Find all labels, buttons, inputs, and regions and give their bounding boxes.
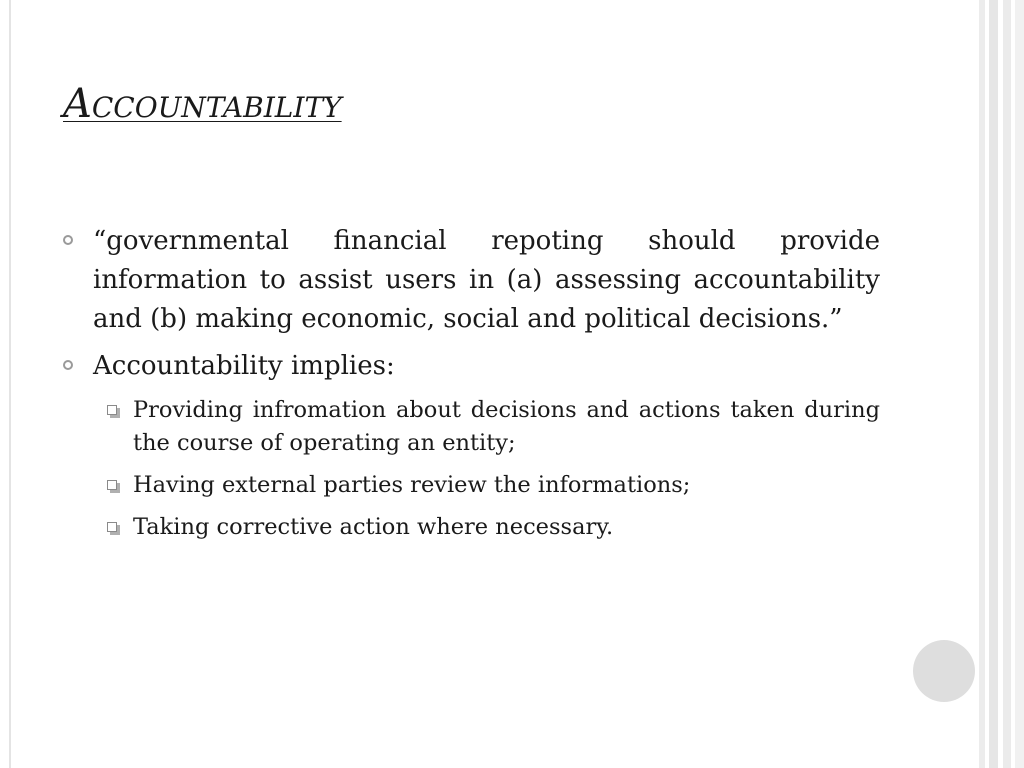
slide-title: Accountability bbox=[63, 81, 342, 127]
square-bullet-icon bbox=[107, 522, 117, 532]
right-stripe-2 bbox=[989, 0, 998, 768]
sub-bullet-item bbox=[103, 469, 880, 502]
decorative-circle bbox=[913, 640, 975, 702]
left-frame-line bbox=[9, 0, 11, 768]
right-stripe-1 bbox=[979, 0, 985, 768]
slide-body bbox=[60, 222, 880, 544]
sub-bullet-text: Taking corrective action where necessary. bbox=[133, 514, 614, 540]
right-stripe-3 bbox=[1003, 0, 1011, 768]
sub-bullet-text: Providing infromation about decisions and actions taken during the course of operating an entity; bbox=[133, 397, 880, 456]
bullet-quote bbox=[60, 222, 880, 339]
hollow-circle-bullet-icon bbox=[63, 235, 73, 245]
sub-bullet-list bbox=[103, 394, 880, 544]
sub-bullet-item bbox=[103, 511, 880, 544]
sub-bullet-item bbox=[103, 394, 880, 460]
bullet-text: Accountability implies: bbox=[93, 351, 395, 381]
bullet-accountability-implies bbox=[60, 347, 880, 386]
bullet-text: “governmental financial repoting should provide information to assist users in (a) assessing accountability and (b) making economic, social and political decisions.” bbox=[93, 226, 880, 334]
square-bullet-icon bbox=[107, 480, 117, 490]
hollow-circle-bullet-icon bbox=[63, 360, 73, 370]
square-bullet-icon bbox=[107, 405, 117, 415]
right-stripe-4 bbox=[1015, 0, 1024, 768]
sub-bullet-text: Having external parties review the informations; bbox=[133, 472, 691, 498]
